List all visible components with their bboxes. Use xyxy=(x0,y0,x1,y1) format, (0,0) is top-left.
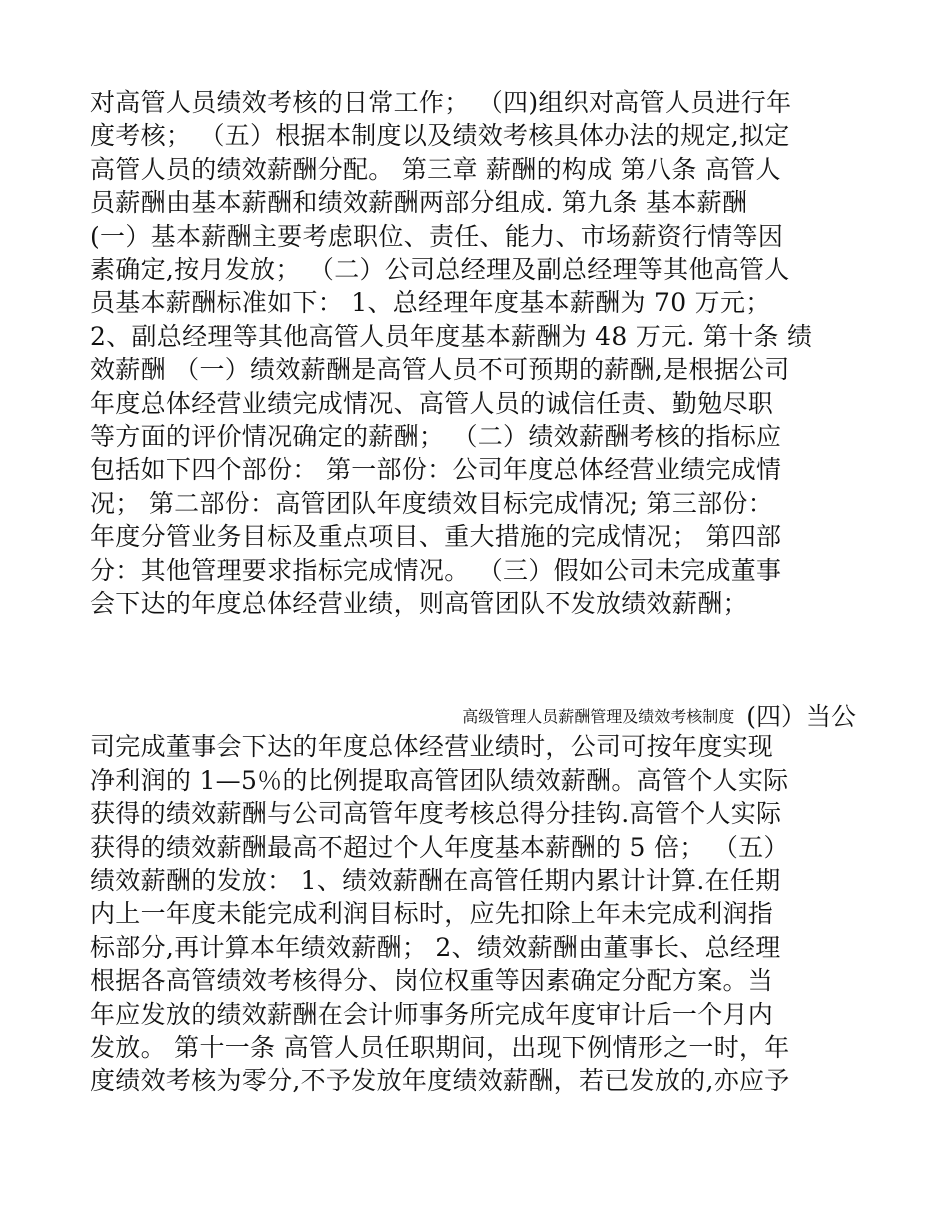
text-line: 发放。 第十一条 高管人员任职期间，出现下例情形之一时，年 xyxy=(90,1033,790,1063)
text-line: 司完成董事会下达的年度总体经营业绩时，公司可按年度实现 xyxy=(90,732,774,762)
text-line: 绩效薪酬的发放： 1、绩效薪酬在高管任期内累计计算.在任期 xyxy=(90,866,781,896)
body-text-top xyxy=(90,86,862,621)
text-line: 对高管人员绩效考核的日常工作； （四)组织对高管人员进行年 xyxy=(90,88,792,117)
text-line: 分：其他管理要求指标完成情况。 （三）假如公司未完成董事 xyxy=(90,555,782,585)
text-line: 况； 第二部份：高管团队年度绩效目标完成情况; 第三部份： xyxy=(90,488,774,518)
text-line: 获得的绩效薪酬最高不超过个人年度基本薪酬的 5 倍； （五） xyxy=(90,832,789,862)
text-line: 年应发放的绩效薪酬在会计师事务所完成年度审计后一个月内 xyxy=(90,999,774,1029)
text-line: 内上一年度未能完成利润目标时，应先扣除上年未完成利润指 xyxy=(90,899,774,929)
text-line: 等方面的评价情况确定的薪酬； （二）绩效薪酬考核的指标应 xyxy=(90,422,782,452)
header-continuation-text: (四）当公 xyxy=(746,702,856,731)
text-line: 2、副总经理等其他高管人员年度基本薪酬为 48 万元. 第十条 绩 xyxy=(90,321,813,351)
text-line: 年度总体经营业绩完成情况、高管人员的诚信任责、勤勉尽职 xyxy=(90,388,774,418)
text-line: 获得的绩效薪酬与公司高管年度考核总得分挂钩.高管个人实际 xyxy=(90,799,782,829)
text-line: 度考核； （五）根据本制度以及绩效考核具体办法的规定,拟定 xyxy=(90,121,790,151)
text-line: 标部分,再计算本年绩效薪酬； 2、绩效薪酬由董事长、总经理 xyxy=(90,932,781,962)
body-text-bottom xyxy=(90,697,862,1098)
text-line: 度绩效考核为零分,不予发放年度绩效薪酬，若已发放的,亦应予 xyxy=(90,1066,790,1096)
text-line: 效薪酬 （一）绩效薪酬是高管人员不可预期的薪酬,是根据公司 xyxy=(90,355,790,385)
text-line: 员基本薪酬标准如下： 1、总经理年度基本薪酬为 70 万元； xyxy=(90,288,771,318)
text-line: 会下达的年度总体经营业绩，则高管团队不发放绩效薪酬； xyxy=(90,589,748,619)
running-title: 高级管理人员薪酬管理及绩效考核制度 xyxy=(462,707,735,726)
text-line: 包括如下四个部份： 第一部份：公司年度总体经营业绩完成情 xyxy=(90,455,782,485)
text-line: 净利润的 1—5％的比例提取高管团队绩效薪酬。高管个人实际 xyxy=(90,765,789,795)
text-line: 年度分管业务目标及重点项目、重大措施的完成情况； 第四部 xyxy=(90,522,782,552)
text-line-spacer xyxy=(90,697,862,730)
text-line: (一）基本薪酬主要考虑职位、责任、能力、市场薪资行情等因 xyxy=(90,221,784,251)
text-line: 素确定,按月发放； （二）公司总经理及副总经理等其他高管人 xyxy=(90,255,790,285)
text-line: 高管人员的绩效薪酬分配。 第三章 薪酬的构成 第八条 高管人 xyxy=(90,154,781,184)
text-line: 根据各高管绩效考核得分、岗位权重等因素确定分配方案。当 xyxy=(90,966,774,996)
text-line: 员薪酬由基本薪酬和绩效薪酬两部分组成. 第九条 基本薪酬 xyxy=(90,188,748,218)
